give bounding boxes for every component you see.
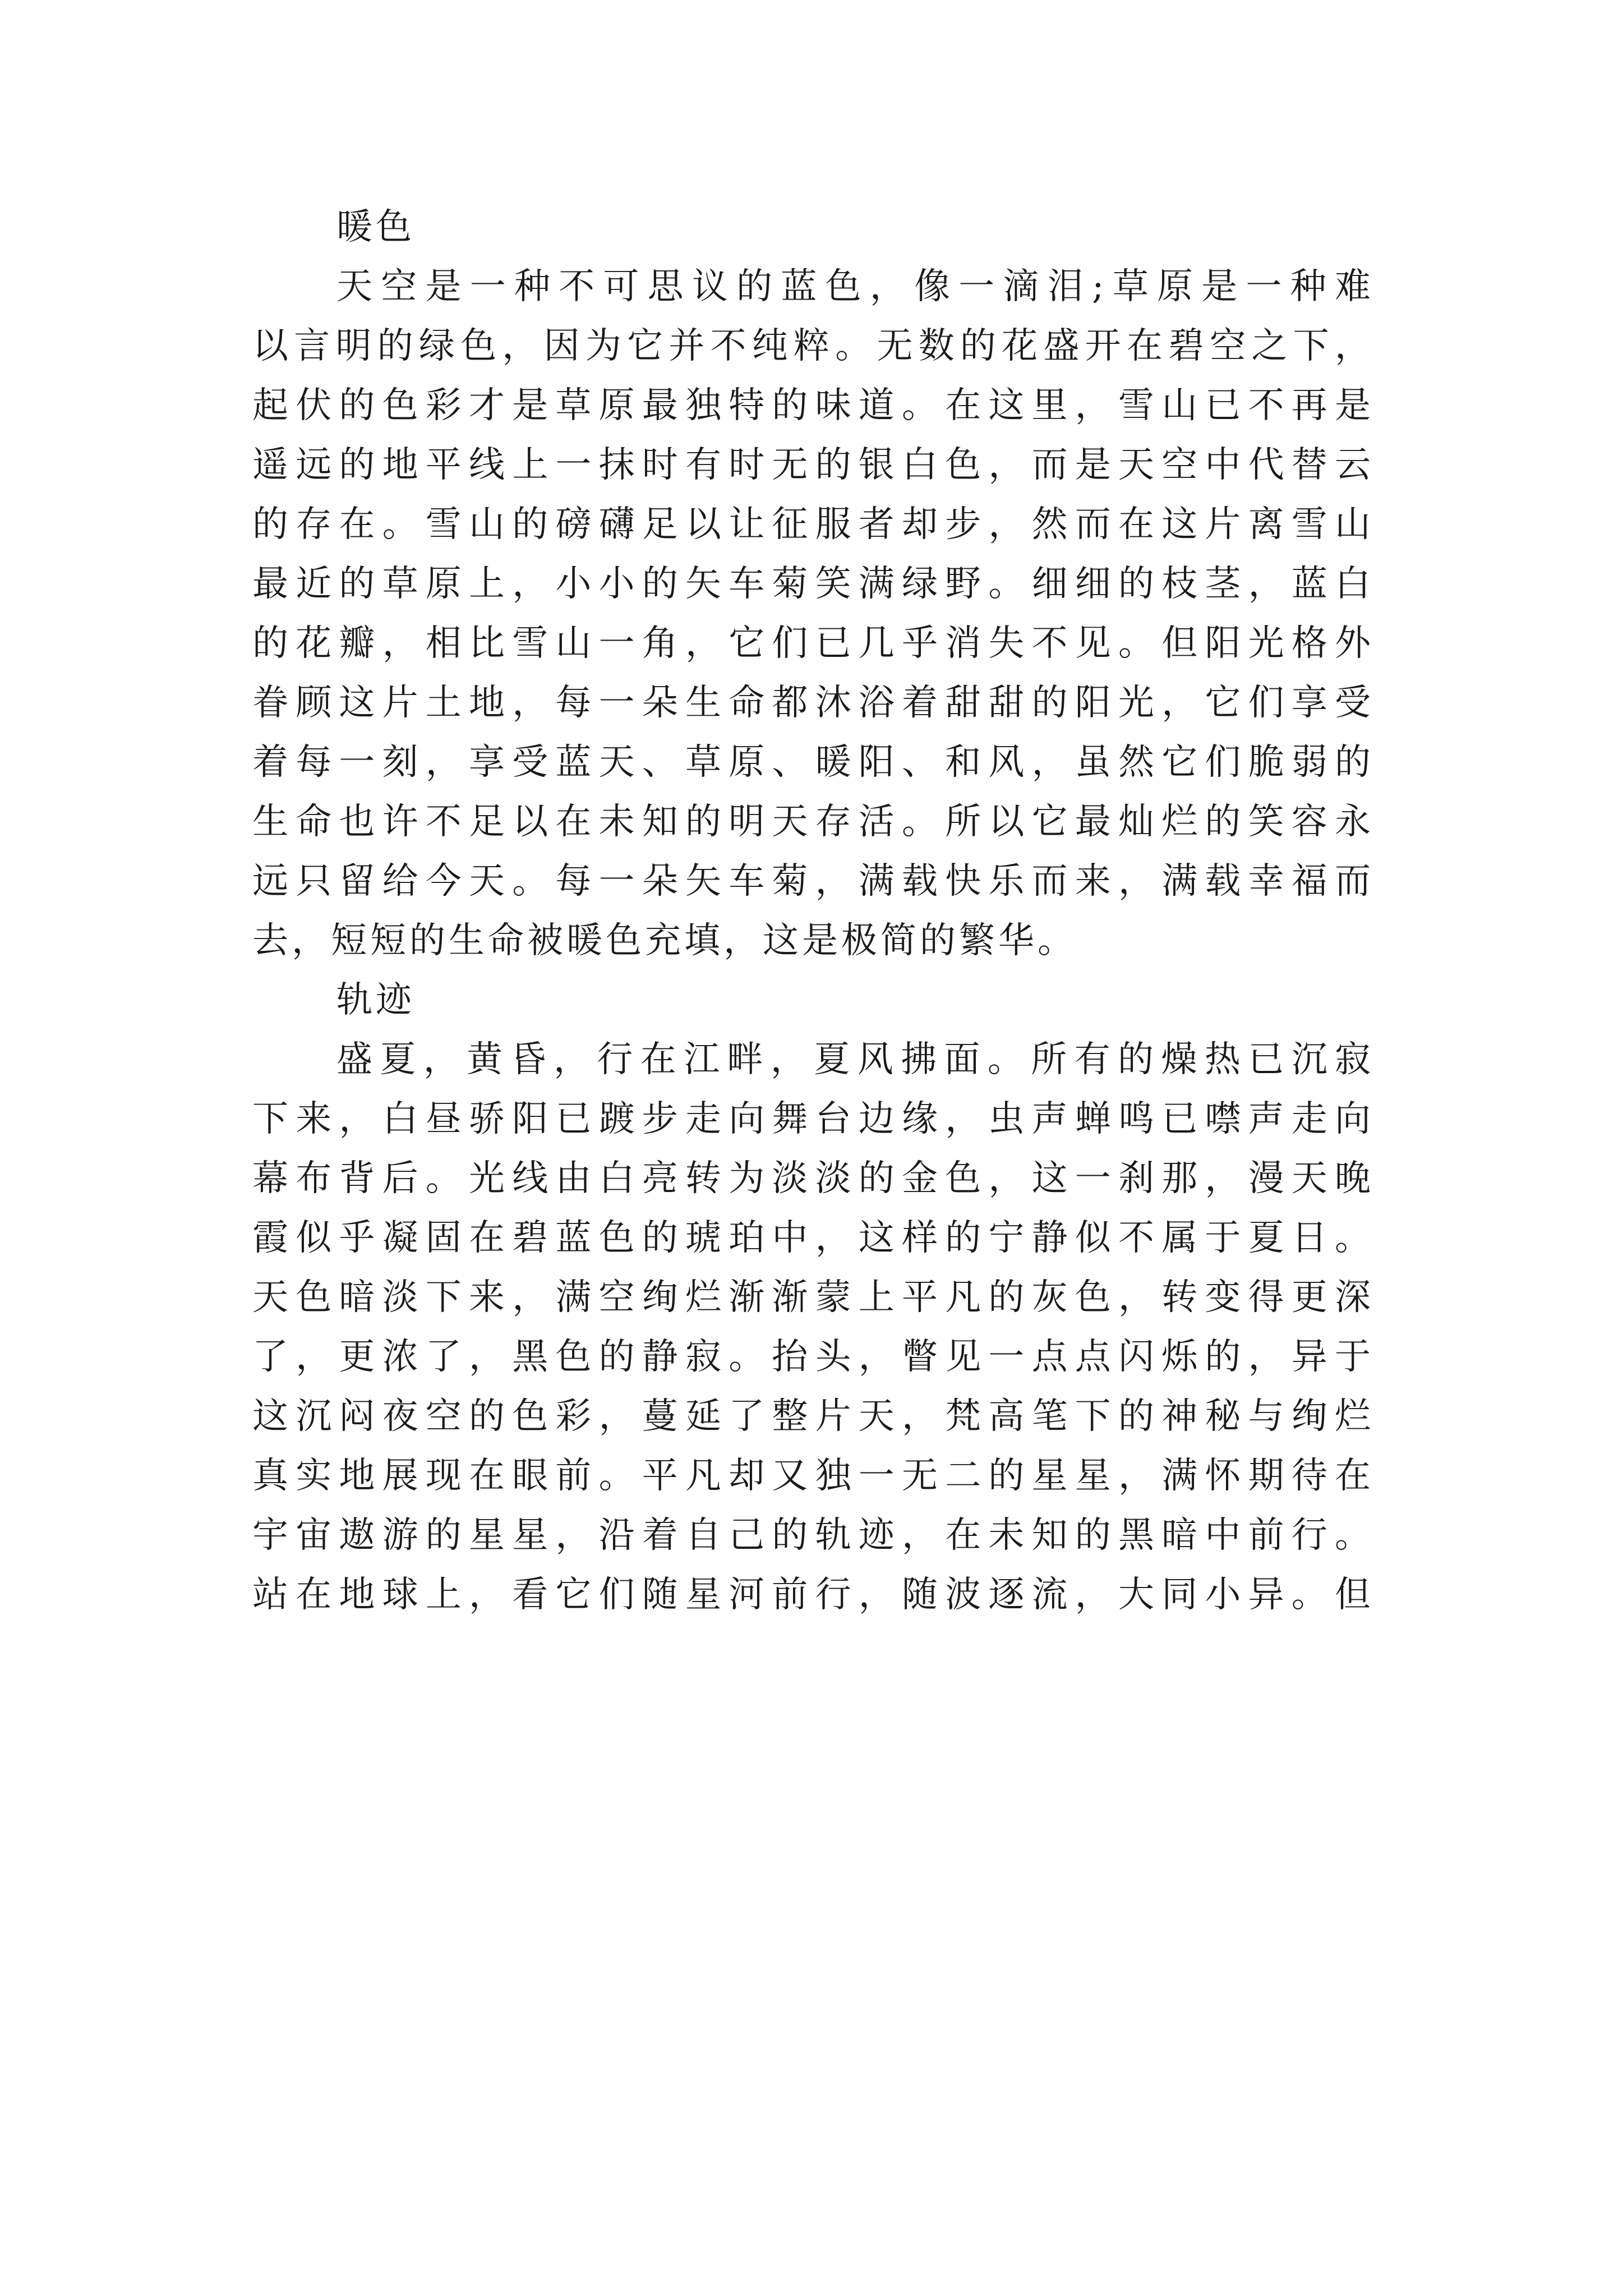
paragraph-line: 眷顾这片土地，每一朵生命都沐浴着甜甜的阳光，它们享受 [252, 682, 1374, 724]
paragraph-line: 远只留给今天。每一朵矢车菊，满载快乐而来，满载幸福而 [252, 861, 1374, 902]
paragraph-line: 下来，白昼骄阳已踱步走向舞台边缘，虫声蝉鸣已噤声走向 [252, 1098, 1374, 1140]
paragraph-line: 宇宙遨游的星星，沿着自己的轨迹，在未知的黑暗中前行。 [252, 1515, 1374, 1556]
section-heading-warm-color: 暖色 [336, 206, 415, 248]
paragraph-line: 幕布背后。光线由白亮转为淡淡的金色，这一刹那，漫天晚 [252, 1158, 1374, 1199]
paragraph-line: 站在地球上，看它们随星河前行，随波逐流，大同小异。但 [252, 1574, 1374, 1616]
paragraph-line: 以言明的绿色，因为它并不纯粹。无数的花盛开在碧空之下， [252, 325, 1374, 367]
paragraph-line: 起伏的色彩才是草原最独特的味道。在这里，雪山已不再是 [252, 385, 1374, 426]
paragraph-line: 的存在。雪山的磅礴足以让征服者却步，然而在这片离雪山 [252, 504, 1374, 545]
paragraph-line: 去，短短的生命被暖色充填，这是极简的繁华。 [252, 920, 1077, 961]
section-heading-trajectory: 轨迹 [336, 979, 415, 1021]
paragraph-line: 着每一刻，享受蓝天、草原、暖阳、和风，虽然它们脆弱的 [252, 742, 1374, 783]
paragraph-line: 这沉闷夜空的色彩，蔓延了整片天，梵高笔下的神秘与绚烂 [252, 1396, 1374, 1437]
paragraph-line: 霞似乎凝固在碧蓝色的琥珀中，这样的宁静似不属于夏日。 [252, 1217, 1374, 1259]
paragraph-line: 盛夏，黄昏，行在江畔，夏风拂面。所有的燥热已沉寂 [336, 1039, 1374, 1080]
paragraph-line: 了，更浓了，黑色的静寂。抬头，瞥见一点点闪烁的，异于 [252, 1336, 1374, 1378]
paragraph-line: 天色暗淡下来，满空绚烂渐渐蒙上平凡的灰色，转变得更深 [252, 1277, 1374, 1318]
paragraph-line: 真实地展现在眼前。平凡却又独一无二的星星，满怀期待在 [252, 1455, 1374, 1497]
paragraph-line: 的花瓣，相比雪山一角，它们已几乎消失不见。但阳光格外 [252, 623, 1374, 664]
paragraph-line: 遥远的地平线上一抹时有时无的银白色，而是天空中代替云 [252, 444, 1374, 486]
paragraph-line: 最近的草原上，小小的矢车菊笑满绿野。细细的枝茎，蓝白 [252, 563, 1374, 605]
document-body [252, 197, 1374, 1625]
paragraph-line: 生命也许不足以在未知的明天存活。所以它最灿烂的笑容永 [252, 801, 1374, 843]
paragraph-line: 天空是一种不可思议的蓝色，像一滴泪;草原是一种难 [336, 266, 1374, 307]
